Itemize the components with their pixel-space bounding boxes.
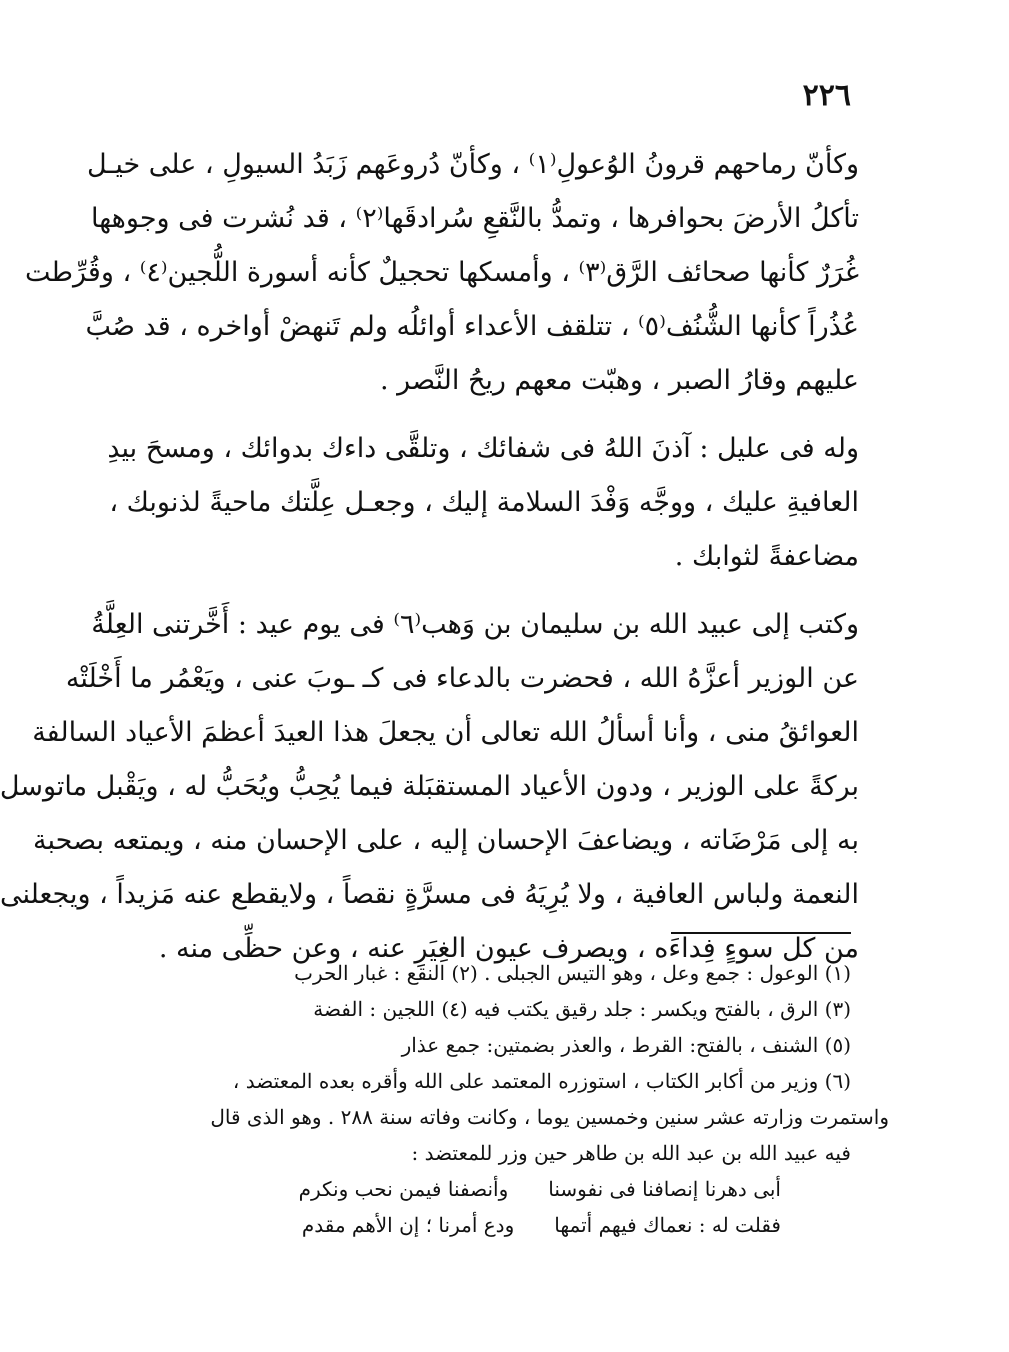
main-text — [0, 138, 859, 976]
footnote-divider — [671, 932, 851, 934]
verse-line — [211, 1207, 781, 1243]
verse-second-hemistich: وأنصفنا فيمن نحب ونكرم — [298, 1177, 509, 1201]
paragraph-2 — [107, 422, 859, 584]
text-line: النعمة ولباس العافية ، ولا يُرِيَهُ فى مسرَّةٍ نقصاً ، ولايقطع عنه مَزيداً ، ويجعلنى — [0, 879, 859, 910]
paragraph-gap — [219, 584, 859, 598]
page-number: ٢٢٦ — [802, 78, 851, 113]
paragraph-gap — [219, 408, 859, 422]
verse-first-hemistich: أبى دهرنا إنصافنا فى نفوسنا — [548, 1177, 781, 1201]
text-line: وكأنّ رماحهم قرونُ الوُعولِ⁽١⁾ ، وكأنّ دُروعَهم زَبَدُ السيولِ ، على خيـل — [87, 149, 859, 180]
footnote-line: (١) الوعول : جمع وعل ، وهو التيس الجبلى . (٢) النقع : غبار الحرب — [294, 961, 851, 985]
text-line: وله فى عليل : آذنَ اللهُ فى شفائك ، وتلقَّى داءك بدوائك ، ومسحَ بيدِ — [107, 433, 859, 464]
footnote-line: واستمرت وزارته عشر سنين وخمسين يوما ، وكانت وفاته سنة ٢٨٨ . وهو الذى قال — [210, 1105, 889, 1129]
footnote-line: (٥) الشنف ، بالفتح: القرط ، والعذر بضمتين: جمع عذار — [401, 1033, 851, 1057]
footnote-line: (٦) وزير من أكابر الكتاب ، استوزره المعتمد على الله وأقره بعده المعتضد ، — [232, 1069, 851, 1093]
verse-first-hemistich: فقلت له : نعماك فيهم أتمها — [554, 1213, 781, 1237]
text-line: مضاعفةً لثوابك . — [674, 541, 859, 572]
text-line: العوائقُ منى ، وأنا أسألُ الله تعالى أن يجعلَ هذا العيدَ أعظمَ الأعياد السالفة — [32, 717, 859, 748]
text-line: غُرَرٌ كأنها صحائف الرَّق⁽٣⁾ ، وأمسكها تحجيلٌ كأنه أسورة اللُّجين⁽٤⁾ ، وقُرِّطت — [25, 257, 859, 288]
paragraph-3 — [0, 598, 859, 976]
verse-line — [211, 1171, 781, 1207]
text-line: عليهم وقارُ الصبر ، وهبّت معهم ريحُ النَّصر . — [380, 365, 859, 396]
text-line: من كل سوءٍ فِداءَه ، ويصرف عيون الغِيَرِ عنه ، وعن حظِّى منه . — [158, 933, 859, 964]
verse-second-hemistich: ودع أمرنا ؛ إن الأهم مقدم — [301, 1213, 515, 1237]
text-line: العافيةِ عليك ، ووجَّه وَفْدَ السلامة إليك ، وجعـل عِلَّتك ماحيةً لذنوبك ، — [109, 487, 859, 518]
text-line: تأكلُ الأرضَ بحوافرها ، وتمدُّ بالنَّقعِ سُرادقَها⁽٢⁾ ، قد نُشرت فى وجوهها — [90, 203, 859, 234]
footnote-line: فيه عبيد الله بن عبد الله بن طاهر حين وزر للمعتضد : — [411, 1141, 851, 1165]
footnotes — [210, 955, 889, 1243]
text-line: بركةً على الوزير ، ودون الأعياد المستقبَلة فيما يُحِبُّ ويُحَبُّ له ، ويَقْبل ماتوسل — [0, 771, 859, 802]
text-line: به إلى مَرْضَاته ، ويضاعفَ الإحسان إليه ، على الإحسان منه ، ويمتعه بصحبة — [33, 825, 859, 856]
paragraph-1 — [25, 138, 859, 408]
text-line: عُذُراً كأنها الشُّنُف⁽٥⁾ ، تتلقف الأعداء أوائلُه ولم تَنهضْ أواخره ، قد صُبَّ — [85, 311, 859, 342]
footnote-line: (٣) الرق ، بالفتح ويكسر : جلد رقيق يكتب فيه (٤) اللجين : الفضة — [313, 997, 851, 1021]
text-line: وكتب إلى عبيد الله بن سليمان بن وَهب⁽٦⁾ فى يوم عيد : أَخَّرتنى العِلَّةُ — [91, 609, 859, 640]
text-line: عن الوزير أعزَّهُ الله ، فحضرت بالدعاء فى كـ ـوبَ عنى ، ويَعْمُر ما أَخْلَتْه — [65, 663, 859, 694]
